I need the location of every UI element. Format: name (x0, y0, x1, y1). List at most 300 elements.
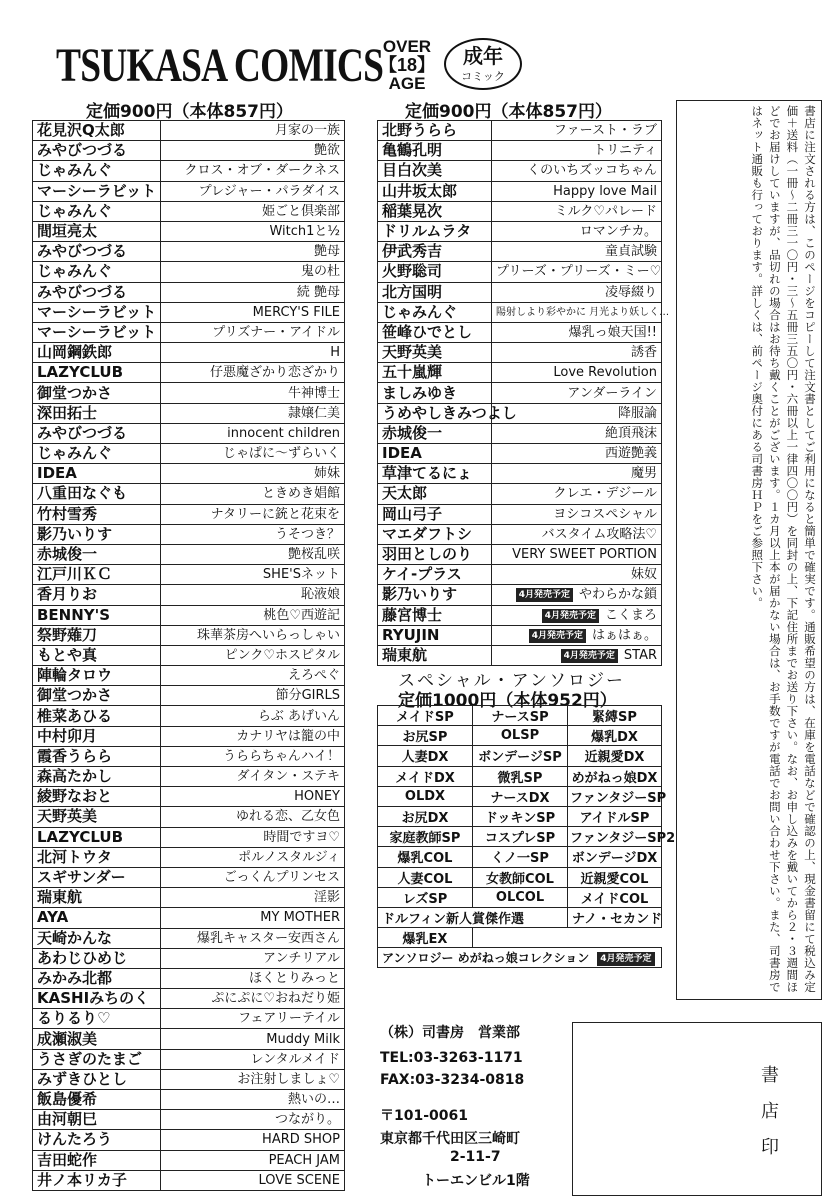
table-row (378, 181, 662, 201)
title-cell (492, 221, 662, 241)
title-cell: ピンク♡ホスピタル (161, 645, 345, 665)
author-cell: マーシーラビット (33, 181, 161, 201)
table-row (33, 1090, 345, 1110)
author-cell: 天野英美 (33, 807, 161, 827)
author-cell: AYA (33, 908, 161, 928)
table-row (33, 383, 345, 403)
grid-row (378, 907, 662, 927)
table-row (33, 423, 345, 443)
author-cell: BENNY'S (33, 605, 161, 625)
right-book-list (377, 120, 670, 666)
anthology-cell: 人妻DX (378, 746, 473, 766)
title-cell: 節分GIRLS (161, 686, 345, 706)
coming-soon-badge: 4月発売予定 (561, 649, 618, 663)
grid-row (378, 706, 662, 726)
title-cell: フェアリーテイル (161, 1009, 345, 1029)
author-cell: 影乃いりす (378, 585, 492, 605)
anthology-cell: ファンタジーSP2 (568, 827, 662, 847)
title-cell: 鬼の杜 (161, 262, 345, 282)
title-cell: プリズナー・アイドル (161, 322, 345, 342)
title-cell (492, 645, 662, 665)
title-cell (492, 181, 662, 201)
author-cell: 羽田としのり (378, 544, 492, 564)
title-text: 降服論 (617, 405, 657, 421)
grid-row (378, 726, 662, 746)
author-cell: 火野聡司 (378, 262, 492, 282)
coming-soon-badge: 4月発売予定 (542, 609, 599, 623)
title-cell (492, 201, 662, 221)
left-book-list (32, 120, 345, 1191)
author-cell: 笹峰ひでとし (378, 322, 492, 342)
table-row (33, 908, 345, 928)
table-row (378, 343, 662, 363)
author-cell: みやびつづる (33, 423, 161, 443)
title-cell: H (161, 343, 345, 363)
grid-row (378, 948, 662, 968)
table-row (33, 746, 345, 766)
grid-row (378, 887, 662, 907)
anthology-cell: 近親愛DX (568, 746, 662, 766)
anthology-cell: 人妻COL (378, 867, 473, 887)
author-cell: 江戸川ＫＣ (33, 565, 161, 585)
title-text: 陽射しより彩やかに 月光より妖しく… (496, 306, 670, 318)
table-row (33, 363, 345, 383)
anthology-cell: 近親愛COL (568, 867, 662, 887)
publisher-address-3: トーエンビル1階 (422, 1173, 530, 1189)
author-cell: みかみ北都 (33, 968, 161, 988)
title-text: ロマンチカ。 (579, 224, 657, 240)
table-row (378, 625, 662, 645)
age-word: AGE (388, 74, 426, 93)
anthology-cell: お尻SP (378, 726, 473, 746)
shop-stamp-char-3: 印 (761, 1137, 779, 1158)
title-text: バスタイム攻略法♡ (541, 526, 657, 542)
title-cell (492, 504, 662, 524)
anthology-cell: アイドルSP (568, 806, 662, 826)
title-cell (492, 484, 662, 504)
publisher-fax: FAX:03-3234-0818 (380, 1072, 525, 1088)
author-cell: マエダフトシ (378, 524, 492, 544)
title-cell: カナリヤは籠の中 (161, 726, 345, 746)
title-cell: ほくとりみっと (161, 968, 345, 988)
title-cell: HONEY (161, 787, 345, 807)
title-cell (492, 343, 662, 363)
author-cell: うさぎのたまご (33, 1049, 161, 1069)
table-row (33, 201, 345, 221)
author-cell: 天崎かんな (33, 928, 161, 948)
table-row (33, 605, 345, 625)
author-cell: 綾野なおと (33, 787, 161, 807)
table-row (33, 787, 345, 807)
author-cell: 草津てるにょ (378, 464, 492, 484)
title-text: ヨシコスペシャル (553, 506, 657, 522)
table-row (378, 504, 662, 524)
table-row (33, 1029, 345, 1049)
title-cell: 艶桜乱咲 (161, 544, 345, 564)
table-row (33, 686, 345, 706)
empty-cell (473, 928, 662, 948)
title-cell (492, 524, 662, 544)
anthology-cell: 緊縛SP (568, 706, 662, 726)
title-text: 妹奴 (630, 567, 657, 583)
table-row (378, 282, 662, 302)
title-cell: クロス・オブ・ダークネス (161, 161, 345, 181)
author-cell: 祭野薙刀 (33, 625, 161, 645)
author-cell: 稲葉晃次 (378, 201, 492, 221)
brand-title: TSUKASA COMICS (56, 39, 384, 92)
coming-soon-badge: 4月発売予定 (516, 588, 573, 602)
anthology-cell: 爆乳COL (378, 847, 473, 867)
table-row (33, 161, 345, 181)
title-cell: えろぺぐ (161, 666, 345, 686)
grid-row (378, 766, 662, 786)
author-cell: ましみゆき (378, 383, 492, 403)
anthology-cell: 女教師COL (473, 867, 568, 887)
title-text: はぁはぁ。 (591, 627, 657, 643)
table-row (33, 1009, 345, 1029)
title-cell: HARD SHOP (161, 1130, 345, 1150)
special-anthology-grid (377, 705, 676, 968)
table-row (33, 867, 345, 887)
title-cell (492, 585, 662, 605)
table-row (33, 262, 345, 282)
table-row (378, 262, 662, 282)
title-text: 絶頂飛沫 (604, 425, 657, 441)
title-cell: LOVE SCENE (161, 1170, 345, 1190)
author-cell: 御堂つかさ (33, 383, 161, 403)
table-row (33, 585, 345, 605)
author-cell: 岡山弓子 (378, 504, 492, 524)
anthology-cell: ファンタジーSP (568, 786, 662, 806)
table-row (33, 645, 345, 665)
table-row (378, 141, 662, 161)
author-cell: みずきひとし (33, 1069, 161, 1089)
title-cell (492, 242, 662, 262)
table-row (33, 807, 345, 827)
table-row (378, 383, 662, 403)
table-row (33, 767, 345, 787)
anthology-cell: くノ一SP (473, 847, 568, 867)
table-row (33, 302, 345, 322)
table-row (33, 504, 345, 524)
title-cell: 時間ですヨ♡ (161, 827, 345, 847)
author-cell: IDEA (378, 444, 492, 464)
table-row (33, 1170, 345, 1190)
title-cell: プレジャー・パラダイス (161, 181, 345, 201)
title-cell (492, 464, 662, 484)
table-row (33, 666, 345, 686)
title-cell (492, 383, 662, 403)
anthology-title: アンソロジー めがねっ娘コレクション (382, 951, 590, 966)
table-row (378, 605, 662, 625)
title-text: 爆乳っ娘天国!! (568, 324, 657, 340)
author-cell: 中村卯月 (33, 726, 161, 746)
anthology-cell: 微乳SP (473, 766, 568, 786)
author-cell: ケイ-プラス (378, 565, 492, 585)
title-cell: 艶母 (161, 242, 345, 262)
author-cell: LAZYCLUB (33, 827, 161, 847)
title-cell: お注射しましょ♡ (161, 1069, 345, 1089)
title-cell: 月家の一族 (161, 121, 345, 141)
grid-row (378, 827, 662, 847)
author-cell: 井ノ本リカ子 (33, 1170, 161, 1190)
title-cell: Muddy Milk (161, 1029, 345, 1049)
author-cell: KASHIみちのく (33, 989, 161, 1009)
anthology-cell: 爆乳DX (568, 726, 662, 746)
table-row (378, 242, 662, 262)
table-row (378, 444, 662, 464)
title-cell: ポルノスタルジィ (161, 847, 345, 867)
author-cell: 間垣亮太 (33, 221, 161, 241)
author-cell: 霞香うらら (33, 746, 161, 766)
author-cell: 瑞東航 (33, 888, 161, 908)
table-row (378, 585, 662, 605)
table-row (33, 928, 345, 948)
author-cell: みやびつづる (33, 282, 161, 302)
author-cell: 北野うらら (378, 121, 492, 141)
table-row (33, 322, 345, 342)
grid-row (378, 806, 662, 826)
author-cell: マーシーラビット (33, 302, 161, 322)
author-cell: 竹村雪秀 (33, 504, 161, 524)
title-cell: 淫影 (161, 888, 345, 908)
author-cell: 飯島優希 (33, 1090, 161, 1110)
table-row (33, 948, 345, 968)
author-cell: 成瀬淑美 (33, 1029, 161, 1049)
author-cell: 花見沢Q太郎 (33, 121, 161, 141)
title-cell: Witch1と½ (161, 221, 345, 241)
title-cell: 姉妹 (161, 464, 345, 484)
author-cell: 亀鶴孔明 (378, 141, 492, 161)
title-cell: ナタリーに銃と花束を (161, 504, 345, 524)
table-row (33, 706, 345, 726)
anthology-cell: ドルフィン新人賞傑作選 (378, 907, 568, 927)
title-cell: innocent children (161, 423, 345, 443)
grid-row (378, 746, 662, 766)
table-row (378, 201, 662, 221)
title-cell: 隷嬢仁美 (161, 403, 345, 423)
title-text: こくまろ (604, 607, 657, 623)
table-row (378, 302, 662, 322)
coming-soon-badge: 4月発売予定 (529, 629, 586, 643)
title-text: 魔男 (630, 466, 657, 482)
title-text: 誘香 (630, 345, 657, 361)
table-row (33, 282, 345, 302)
title-cell: PEACH JAM (161, 1150, 345, 1170)
author-cell: あわじひめじ (33, 948, 161, 968)
title-cell: 仔悪魔ざかり恋ざかり (161, 363, 345, 383)
grid-row (378, 867, 662, 887)
title-cell (492, 625, 662, 645)
table-row (378, 121, 662, 141)
title-cell: じゃぱに〜ずらいく (161, 444, 345, 464)
author-cell: 椎菜あひる (33, 706, 161, 726)
shop-stamp-box (572, 1022, 822, 1196)
title-cell (492, 605, 662, 625)
author-cell: RYUJIN (378, 625, 492, 645)
table-row (33, 141, 345, 161)
grid-row (378, 786, 662, 806)
title-text: ミルク♡パレード (554, 203, 657, 219)
table-row (378, 221, 662, 241)
shop-stamp-char-1: 書 (761, 1065, 779, 1086)
title-text: 西遊艶義 (604, 446, 657, 462)
table-row (33, 242, 345, 262)
table-row (33, 989, 345, 1009)
title-cell: 桃色♡西遊記 (161, 605, 345, 625)
title-cell (492, 565, 662, 585)
author-cell: マーシーラビット (33, 322, 161, 342)
title-text: 凌辱綴り (604, 284, 657, 300)
table-row (378, 423, 662, 443)
title-cell (492, 282, 662, 302)
table-row (33, 403, 345, 423)
author-cell: ドリルムラタ (378, 221, 492, 241)
author-cell: 藤宮博士 (378, 605, 492, 625)
author-cell: みやびつづる (33, 141, 161, 161)
table-row (33, 888, 345, 908)
right-price: 定価900円（本体857円） (405, 102, 612, 122)
author-cell: じゃみんぐ (33, 444, 161, 464)
publisher-name: （株）司書房 営業部 (380, 1025, 520, 1041)
author-cell: 伊武秀吉 (378, 242, 492, 262)
title-text: 童貞試験 (604, 244, 657, 260)
author-cell: 北方国明 (378, 282, 492, 302)
anthology-cell: ナノ・セカンド (568, 907, 662, 927)
author-cell: 赤城俊一 (33, 544, 161, 564)
author-cell: るりるり♡ (33, 1009, 161, 1029)
adult-comic-seal (444, 38, 522, 90)
table-row (33, 1069, 345, 1089)
author-cell: うめやしきみつよし (378, 403, 492, 423)
title-cell: らぶ あげいん (161, 706, 345, 726)
table-row (378, 484, 662, 504)
title-text: アンダーライン (567, 385, 657, 401)
title-cell: 恥液娘 (161, 585, 345, 605)
author-cell: 深田拓士 (33, 403, 161, 423)
title-cell: つながり。 (161, 1110, 345, 1130)
table-row (378, 363, 662, 383)
table-row (378, 403, 662, 423)
title-cell: 姫ごと倶楽部 (161, 201, 345, 221)
title-text: ファースト・ラブ (553, 123, 657, 139)
table-row (378, 464, 662, 484)
anthology-cell: メイドSP (378, 706, 473, 726)
title-cell (492, 121, 662, 141)
seal-sub: コミック (461, 70, 505, 83)
title-cell (492, 262, 662, 282)
author-cell: 天野英美 (378, 343, 492, 363)
author-cell: 香月りお (33, 585, 161, 605)
author-cell: 五十嵐輝 (378, 363, 492, 383)
title-cell (492, 141, 662, 161)
anthology-cell: ナースSP (473, 706, 568, 726)
title-text: プリーズ・プリーズ・ミー♡ (496, 264, 662, 280)
anthology-cell: ボンデージDX (568, 847, 662, 867)
table-row (33, 544, 345, 564)
table-row (33, 524, 345, 544)
age-rating (377, 38, 437, 92)
title-cell: アンチリアル (161, 948, 345, 968)
author-cell: もとや真 (33, 645, 161, 665)
anthology-cell: ナースDX (473, 786, 568, 806)
table-row (33, 827, 345, 847)
title-cell (492, 544, 662, 564)
shop-stamp-char-2: 店 (761, 1101, 779, 1122)
publisher-address-1: 東京都千代田区三崎町 (380, 1131, 520, 1147)
title-text: くのいちズッコちゃん (527, 163, 657, 179)
title-cell (492, 363, 662, 383)
author-cell: 八重田なぐも (33, 484, 161, 504)
table-row (33, 444, 345, 464)
title-cell: ゆれる恋、乙女色 (161, 807, 345, 827)
table-row (33, 1150, 345, 1170)
anthology-cell: OLSP (473, 726, 568, 746)
table-row (378, 161, 662, 181)
author-cell: 由河朝巳 (33, 1110, 161, 1130)
table-row (33, 1130, 345, 1150)
special-price: 定価1000円（本体952円） (398, 691, 617, 711)
table-row (33, 726, 345, 746)
title-cell (492, 423, 662, 443)
author-cell: じゃみんぐ (33, 262, 161, 282)
anthology-cell (378, 948, 662, 968)
age-number: 【18】 (378, 55, 436, 75)
title-cell (492, 322, 662, 342)
table-row (378, 322, 662, 342)
table-row (33, 221, 345, 241)
anthology-cell: OLDX (378, 786, 473, 806)
table-row (33, 625, 345, 645)
anthology-cell: めがねっ娘DX (568, 766, 662, 786)
title-cell: ぷにぷに♡おねだり姫 (161, 989, 345, 1009)
author-cell: 山井坂太郎 (378, 181, 492, 201)
grid-row (378, 847, 662, 867)
anthology-cell: レズSP (378, 887, 473, 907)
author-cell: けんたろう (33, 1130, 161, 1150)
title-cell: レンタルメイド (161, 1049, 345, 1069)
author-cell: 陣輪タロウ (33, 666, 161, 686)
author-cell: みやびつづる (33, 242, 161, 262)
anthology-cell: OLCOL (473, 887, 568, 907)
author-cell: じゃみんぐ (378, 302, 492, 322)
author-cell: 御堂つかさ (33, 686, 161, 706)
title-cell: ダイタン・ステキ (161, 767, 345, 787)
table-row (33, 1049, 345, 1069)
title-cell: 爆乳キャスター安西さん (161, 928, 345, 948)
publisher-zip: 〒101-0061 (380, 1108, 468, 1124)
table-row (33, 343, 345, 363)
author-cell: 目白次美 (378, 161, 492, 181)
publisher-address-2: 2-11-7 (450, 1149, 501, 1165)
author-cell: LAZYCLUB (33, 363, 161, 383)
title-cell (492, 161, 662, 181)
title-cell: MERCY'S FILE (161, 302, 345, 322)
age-over: OVER (382, 37, 432, 56)
author-cell: 北河トウタ (33, 847, 161, 867)
title-text: Happy love Mail (553, 183, 657, 199)
table-row (378, 544, 662, 564)
table-row (33, 847, 345, 867)
author-cell: じゃみんぐ (33, 161, 161, 181)
seal-main: 成年 (463, 44, 503, 68)
title-text: STAR (623, 647, 657, 663)
title-cell: 牛神博士 (161, 383, 345, 403)
table-row (33, 181, 345, 201)
author-cell: 吉田蛇作 (33, 1150, 161, 1170)
author-cell: 赤城俊一 (378, 423, 492, 443)
title-cell (492, 444, 662, 464)
